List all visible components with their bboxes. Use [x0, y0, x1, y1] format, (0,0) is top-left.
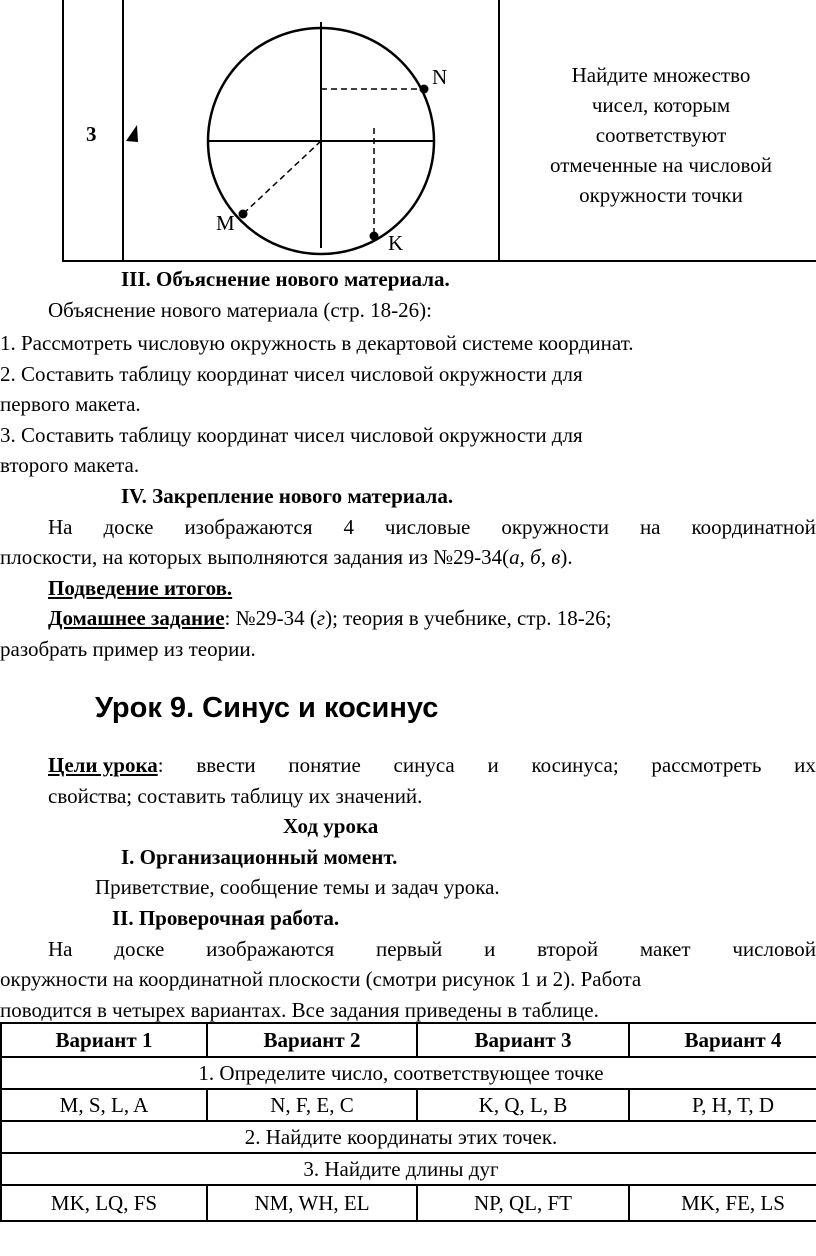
- label-n: N: [432, 65, 448, 89]
- homework-line1: Домашнее задание: №29-34 (г); теория в учебнике, стр. 18-26;: [48, 606, 612, 630]
- table-row: [1, 1153, 816, 1185]
- task1-cell: 1. Определите число, соответствующее точке: [1, 1057, 816, 1089]
- task-line: чисел, которым: [591, 93, 731, 117]
- header-cell: Вариант 3: [417, 1023, 629, 1057]
- dash-m: [243, 141, 321, 214]
- lesson-title: Урок 9. Синус и косинус: [95, 692, 439, 724]
- header-cell: Вариант 4: [629, 1023, 816, 1057]
- table-cell: N, F, E, C: [207, 1089, 417, 1121]
- point-n: [420, 85, 429, 94]
- section4-heading: IV. Закрепление нового материала.: [121, 484, 454, 508]
- test-line1: На доске изображаются первый и второй макет числовой: [48, 937, 816, 961]
- point-m: [239, 210, 248, 219]
- table-cell: MK, LQ, FS: [1, 1185, 207, 1221]
- table-row: [1, 1023, 816, 1057]
- point-k: [370, 232, 379, 241]
- test-line2: окружности на координатной плоскости (смотри рисунок 1 и 2). Работа: [0, 967, 642, 991]
- label-m: M: [216, 211, 235, 235]
- homework-label: Домашнее задание: [48, 606, 225, 630]
- header-cell: Вариант 1: [1, 1023, 207, 1057]
- table-cell: K, Q, L, B: [417, 1089, 629, 1121]
- task-text: [500, 60, 816, 210]
- task-line: соответствуют: [595, 123, 727, 147]
- table-cell: MK, FE, LS: [629, 1185, 816, 1221]
- table-cell: M, S, L, A: [1, 1089, 207, 1121]
- goals-label: Цели урока: [48, 753, 158, 777]
- test-heading: II. Проверочная работа.: [112, 906, 340, 930]
- section3-item1: 1. Рассмотреть числовую окружность в декартовой системе координат.: [0, 331, 634, 355]
- task2-cell: 2. Найдите координаты этих точек.: [1, 1121, 816, 1153]
- table-row: [1, 1185, 816, 1221]
- label-k: K: [388, 231, 404, 255]
- goals-line1: Цели урока: ввести понятие синуса и косинуса; рассмотреть их: [48, 753, 816, 777]
- table-cell: NP, QL, FT: [417, 1185, 629, 1221]
- test-line3: поводится в четырех вариантах. Все задания приведены в таблице.: [0, 998, 599, 1022]
- homework-line2: разобрать пример из теории.: [0, 637, 256, 661]
- section3-item3-line1: 3. Составить таблицу координат чисел числовой окружности для: [0, 423, 583, 447]
- task3-cell: 3. Найдите длины дуг: [1, 1153, 816, 1185]
- course-heading: Ход урока: [283, 814, 379, 838]
- task-line: окружности точки: [579, 183, 743, 207]
- goals-line2: свойства; составить таблицу их значений.: [48, 784, 423, 808]
- header-cell: Вариант 2: [207, 1023, 417, 1057]
- section3-item3-line2: второго макета.: [0, 453, 140, 477]
- task-line: Найдите множество: [571, 63, 751, 87]
- table-row: [1, 1057, 816, 1089]
- summary-heading: Подведение итогов.: [48, 576, 233, 600]
- row-number: 3: [86, 122, 97, 146]
- table-cell: P, H, T, D: [629, 1089, 816, 1121]
- section4-paragraph-line1: На доске изображаются 4 числовые окружности на координатной: [48, 515, 816, 539]
- section3-intro: Объяснение нового материала (стр. 18-26):: [48, 298, 432, 322]
- org-heading: I. Организационный момент.: [121, 845, 398, 869]
- marker-triangle-icon: [126, 125, 138, 142]
- task-line: отмеченные на числовой: [550, 153, 772, 177]
- section3-item2-line2: первого макета.: [0, 392, 141, 416]
- number-circle-figure: [120, 0, 500, 262]
- section3-heading: III. Объяснение нового материала.: [121, 267, 450, 291]
- org-text: Приветствие, сообщение темы и задач урока.: [95, 875, 500, 899]
- section4-paragraph-line2: плоскости, на которых выполняются задания из №29-34(а, б, в).: [0, 545, 573, 569]
- section3-item2-line1: 2. Составить таблицу координат чисел числовой окружности для: [0, 362, 583, 386]
- table-row: [1, 1089, 816, 1121]
- table-row: [1, 1121, 816, 1153]
- variants-table: [0, 1022, 816, 1222]
- table-cell: NM, WH, EL: [207, 1185, 417, 1221]
